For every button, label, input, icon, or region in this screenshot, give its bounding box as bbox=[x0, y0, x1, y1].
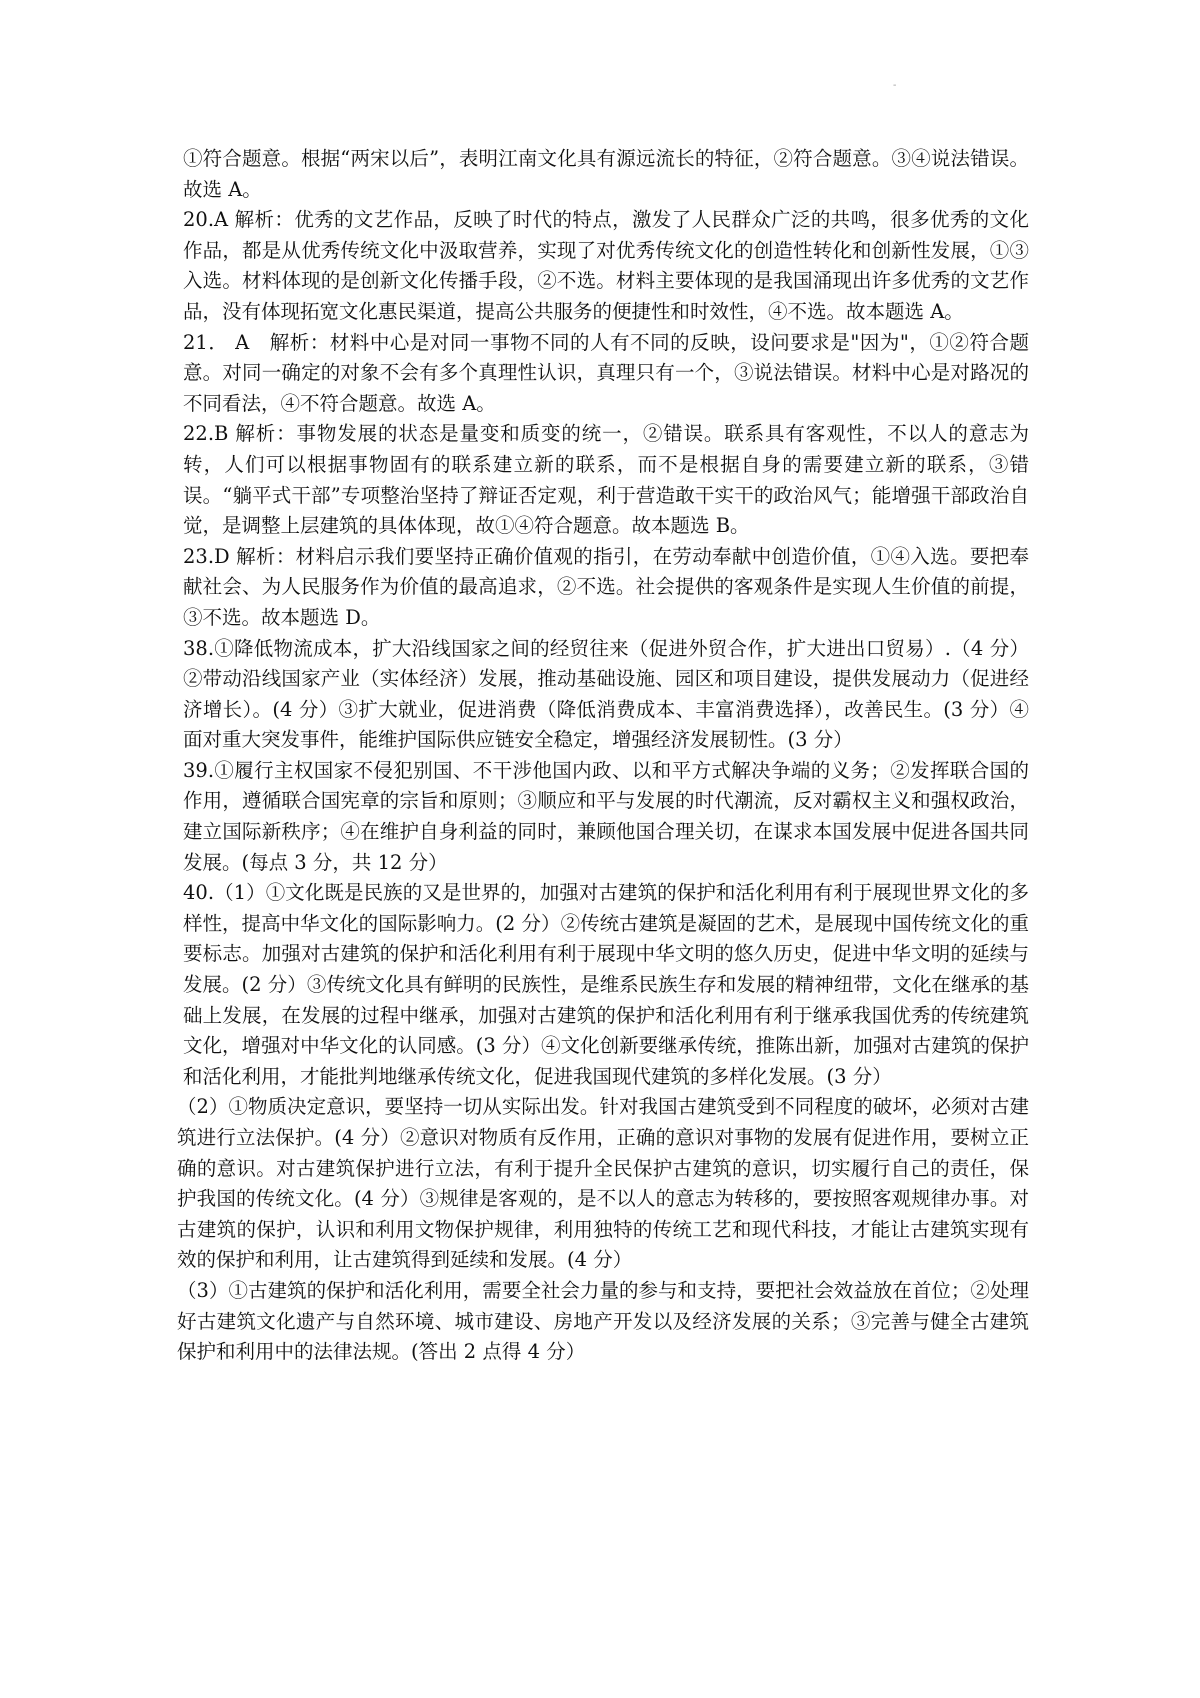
answer-21: 21． A 解析：材料中心是对同一事物不同的人有不同的反映，设问要求是"因为"，①②符合题意。对同一确定的对象不会有多个真理性认识，真理只有一个，③说法错误。材料中心是对路况的不同看法，④不符合题意。故选 A。 bbox=[183, 330, 1029, 415]
answer-39: 39.①履行主权国家不侵犯别国、不干涉他国内政、以和平方式解决争端的义务；②发挥联合国的作用，遵循联合国宪章的宗旨和原则；③顺应和平与发展的时代潮流，反对霸权主义和强权政治，建立国际新秩序；④在维护自身利益的同时，兼顾他国合理关切，在谋求本国发展中促进各国共同发展。(每点 3 分，共 12 分） bbox=[183, 758, 1029, 874]
header-mark: - bbox=[893, 80, 897, 91]
answer-20: 20.A 解析：优秀的文艺作品，反映了时代的特点，激发了人民群众广泛的共鸣，很多优秀的文化作品，都是从优秀传统文化中汲取营养，实现了对优秀传统文化的创造性转化和创新性发展，①③入选。材料体现的是创新文化传播手段，②不选。材料主要体现的是我国涌现出许多优秀的文艺作品，没有体现拓宽文化惠民渠道，提高公共服务的便捷性和时效性，④不选。故本题选 A。 bbox=[183, 208, 1029, 323]
answer-40-part-3: （3）①古建筑的保护和活化利用，需要全社会力量的参与和支持，要把社会效益放在首位；②处理好古建筑文化遗产与自然环境、城市建设、房地产开发以及经济发展的关系；③完善与健全古建筑保护和利用中的法律法规。(答出 2 点得 4 分） bbox=[177, 1278, 1029, 1364]
answer-22: 22.B 解析：事物发展的状态是量变和质变的统一，②错误。联系具有客观性，不以人的意志为转，人们可以根据事物固有的联系建立新的联系，而不是根据自身的需要建立新的联系，③错误。“躺平式干部”专项整治坚持了辩证否定观，利于营造敢干实干的政治风气；能增强干部政治自觉，是调整上层建筑的具体体现，故①④符合题意。故本题选 B。 bbox=[183, 422, 1029, 538]
answer-text-body bbox=[177, 144, 1029, 1368]
answer-23: 23.D 解析：材料启示我们要坚持正确价值观的指引，在劳动奉献中创造价值，①④入选。要把奉献社会、为人民服务作为价值的最高追求，②不选。社会提供的客观条件是实现人生价值的前提，③不选。故本题选 D。 bbox=[183, 544, 1029, 629]
answer-38: 38.①降低物流成本，扩大沿线国家之间的经贸往来（促进外贸合作，扩大进出口贸易）.（4 分）②带动沿线国家产业（实体经济）发展，推动基础设施、园区和项目建设，提供发展动力（促进经济增长）。(4 分）③扩大就业，促进消费（降低消费成本、丰富消费选择），改善民生。(3 分）④面对重大突发事件，能维护国际供应链安全稳定，增强经济发展韧性。(3 分） bbox=[183, 636, 1029, 752]
answer-40-part-1: 40.（1）①文化既是民族的又是世界的，加强对古建筑的保护和活化利用有利于展现世界文化的多样性，提高中华文化的国际影响力。(2 分）②传统古建筑是凝固的艺术，是展现中国传统文化的重要标志。加强对古建筑的保护和活化利用有利于展现中华文明的悠久历史，促进中华文明的延续与发展。(2 分）③传统文化具有鲜明的民族性，是维系民族生存和发展的精神纽带，文化在继承的基础上发展，在发展的过程中继承，加强对古建筑的保护和活化利用有利于继承我国优秀的传统建筑文化，增强对中华文化的认同感。(3 分）④文化创新要继承传统，推陈出新，加强对古建筑的保护和活化利用，才能批判地继承传统文化，促进我国现代建筑的多样化发展。(3 分） bbox=[183, 881, 1029, 1088]
answer-19-continued: ①符合题意。根据“两宋以后”，表明江南文化具有源远流长的特征，②符合题意。③④说法错误。故选 A。 bbox=[183, 147, 1029, 201]
answer-40-part-2: （2）①物质决定意识，要坚持一切从实际出发。针对我国古建筑受到不同程度的破坏，必须对古建筑进行立法保护。(4 分）②意识对物质有反作用，正确的意识对事物的发展有促进作用，要树立正确的意识。对古建筑保护进行立法，有利于提升全民保护古建筑的意识，切实履行自己的责任，保护我国的传统文化。(4 分）③规律是客观的，是不以人的意志为转移的，要按照客观规律办事。对古建筑的保护，认识和利用文物保护规律，利用独特的传统工艺和现代科技，才能让古建筑实现有效的保护和利用，让古建筑得到延续和发展。(4 分） bbox=[177, 1095, 1029, 1272]
